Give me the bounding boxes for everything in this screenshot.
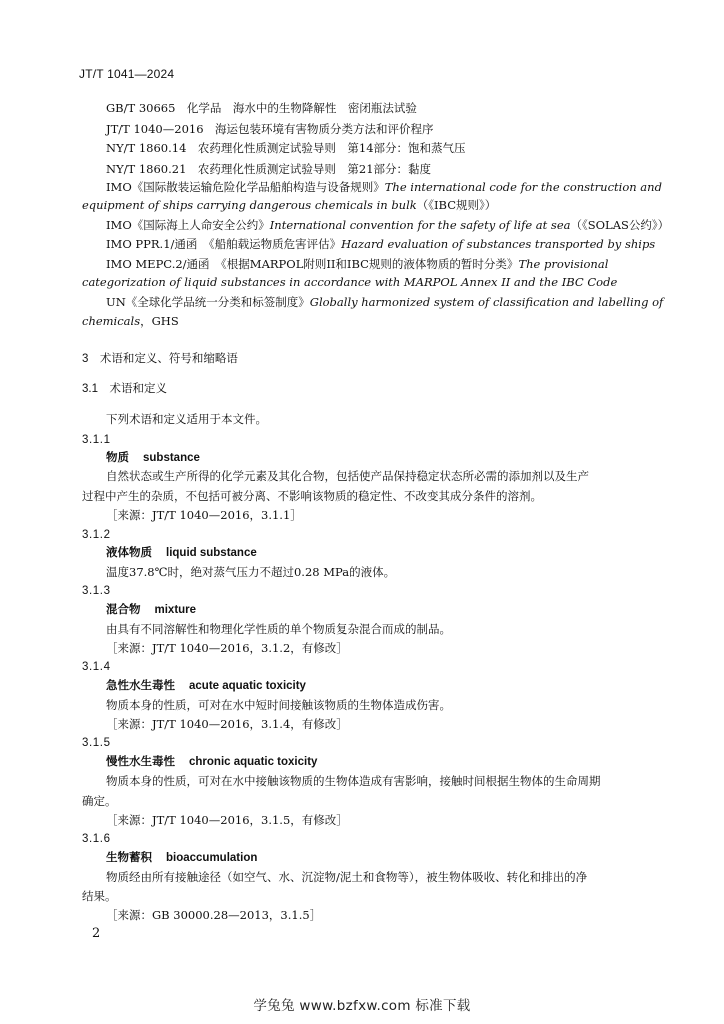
term-source: ［来源：JT/T 1040—2016，3.1.5，有修改］ bbox=[106, 813, 348, 827]
reference-item bbox=[106, 178, 662, 196]
reference-english-title: equipment of ships carrying dangerous chemicals in bulk bbox=[82, 198, 417, 212]
reference-item bbox=[106, 255, 608, 273]
term-definition: 过程中产生的杂质，不包括可被分离、不影响该物质的稳定性、不改变其成分条件的溶剂。 bbox=[82, 489, 542, 503]
reference-english-title: Globally harmonized system of classification and labelling of bbox=[309, 295, 664, 309]
reference-text: UN《全球化学品统一分类和标签制度》 bbox=[106, 295, 310, 309]
term-number: 3.1.4 bbox=[82, 661, 111, 673]
term-source: ［来源：JT/T 1040—2016，3.1.2，有修改］ bbox=[106, 641, 348, 655]
reference-item bbox=[106, 160, 431, 178]
reference-text: IMO《国际海上人命安全公约》 bbox=[106, 218, 270, 232]
term-english: liquid substance bbox=[166, 547, 257, 559]
term-english: substance bbox=[143, 452, 200, 464]
term-english: mixture bbox=[154, 604, 197, 616]
term-definition: 温度37.8℃时，绝对蒸气压力不超过0.28 MPa的液体。 bbox=[106, 565, 396, 579]
term-chinese: 物质 bbox=[106, 452, 129, 464]
reference-english-title: International convention for the safety of life at sea bbox=[269, 218, 571, 232]
term-definition: 物质本身的性质，可对在水中接触该物质的生物体造成有害影响，接触时间根据生物体的生命周期 bbox=[106, 774, 601, 788]
reference-item-continued bbox=[82, 273, 617, 291]
term-english: acute aquatic toxicity bbox=[189, 680, 306, 692]
standard-number-header: JT/T 1041—2024 bbox=[79, 67, 175, 81]
reference-item bbox=[106, 139, 466, 157]
term-source: ［来源：GB 30000.28—2013，3.1.5］ bbox=[106, 908, 322, 922]
term-definition: 自然状态或生产所得的化学元素及其化合物，包括使产品保持稳定状态所必需的添加剂以及生产 bbox=[106, 469, 589, 483]
reference-item bbox=[106, 216, 669, 234]
term-heading bbox=[106, 544, 257, 562]
term-definition: 确定。 bbox=[82, 794, 117, 808]
term-number: 3.1.2 bbox=[82, 529, 111, 541]
term-heading bbox=[106, 849, 257, 867]
reference-text: GB/T 30665 化学品 海水中的生物降解性 密闭瓶法试验 bbox=[106, 101, 417, 115]
term-source: ［来源：JT/T 1040—2016，3.1.4，有修改］ bbox=[106, 717, 348, 731]
term-definition: 物质经由所有接触途径（如空气、水、沉淀物/泥土和食物等），被生物体吸收、转化和排出的净 bbox=[106, 870, 588, 884]
reference-item-continued bbox=[82, 312, 179, 330]
term-heading bbox=[106, 677, 306, 695]
term-number: 3.1.3 bbox=[82, 585, 111, 597]
subsection-heading: 3.1 术语和定义 bbox=[82, 383, 167, 395]
reference-english-title: categorization of liquid substances in accordance with MARPOL Annex II and the IBC Code bbox=[82, 275, 618, 289]
reference-text: ，GHS bbox=[140, 314, 179, 328]
term-number: 3.1.1 bbox=[82, 434, 111, 446]
term-chinese: 混合物 bbox=[106, 604, 141, 616]
reference-text: NY/T 1860.21 农药理化性质测定试验导则 第21部分：黏度 bbox=[106, 162, 432, 176]
term-english: chronic aquatic toxicity bbox=[189, 756, 318, 768]
reference-item bbox=[106, 293, 663, 311]
page-number: 2 bbox=[92, 926, 101, 941]
term-number: 3.1.5 bbox=[82, 737, 111, 749]
reference-text: IMO《国际散装运输危险化学品船舶构造与设备规则》 bbox=[106, 180, 385, 194]
term-chinese: 液体物质 bbox=[106, 547, 152, 559]
reference-english-title: chemicals bbox=[82, 314, 141, 328]
term-heading bbox=[106, 449, 200, 467]
term-number: 3.1.6 bbox=[82, 833, 111, 845]
term-definition: 由具有不同溶解性和物理化学性质的单个物质复杂混合而成的制品。 bbox=[106, 622, 451, 636]
reference-english-title: Hazard evaluation of substances transported by ships bbox=[341, 237, 656, 251]
term-chinese: 生物蓄积 bbox=[106, 852, 152, 864]
reference-english-title: The provisional bbox=[518, 257, 609, 271]
reference-english-title: The international code for the construction and bbox=[384, 180, 662, 194]
reference-text: （《IBC规则》） bbox=[416, 198, 497, 212]
reference-item bbox=[106, 99, 417, 117]
term-definition: 物质本身的性质，可对在水中短时间接触该物质的生物体造成伤害。 bbox=[106, 698, 451, 712]
reference-item bbox=[106, 120, 434, 138]
reference-text: NY/T 1860.14 农药理化性质测定试验导则 第14部分：饱和蒸气压 bbox=[106, 141, 466, 155]
term-chinese: 急性水生毒性 bbox=[106, 680, 175, 692]
section-heading: 3 术语和定义、符号和缩略语 bbox=[82, 353, 238, 365]
reference-text: JT/T 1040—2016 海运包装环境有害物质分类方法和评价程序 bbox=[106, 122, 434, 136]
reference-text: IMO PPR.1/通函 《船舶载运物质危害评估》 bbox=[106, 237, 342, 251]
term-heading bbox=[106, 601, 196, 619]
reference-item-continued bbox=[82, 196, 496, 214]
term-english: bioaccumulation bbox=[166, 852, 258, 864]
term-chinese: 慢性水生毒性 bbox=[106, 756, 175, 768]
reference-item bbox=[106, 235, 655, 253]
term-definition: 结果。 bbox=[82, 889, 117, 903]
reference-text: （《SOLAS公约》） bbox=[570, 218, 670, 232]
intro-paragraph: 下列术语和定义适用于本文件。 bbox=[106, 412, 267, 426]
reference-text: IMO MEPC.2/通函 《根据MARPOL附则II和IBC规则的液体物质的暂时分类》 bbox=[106, 257, 519, 271]
term-heading bbox=[106, 753, 317, 771]
term-source: ［来源：JT/T 1040—2016，3.1.1］ bbox=[106, 508, 302, 522]
watermark-footer-link[interactable]: 学兔兔 www.bzfxw.com 标准下载 bbox=[253, 998, 471, 1014]
